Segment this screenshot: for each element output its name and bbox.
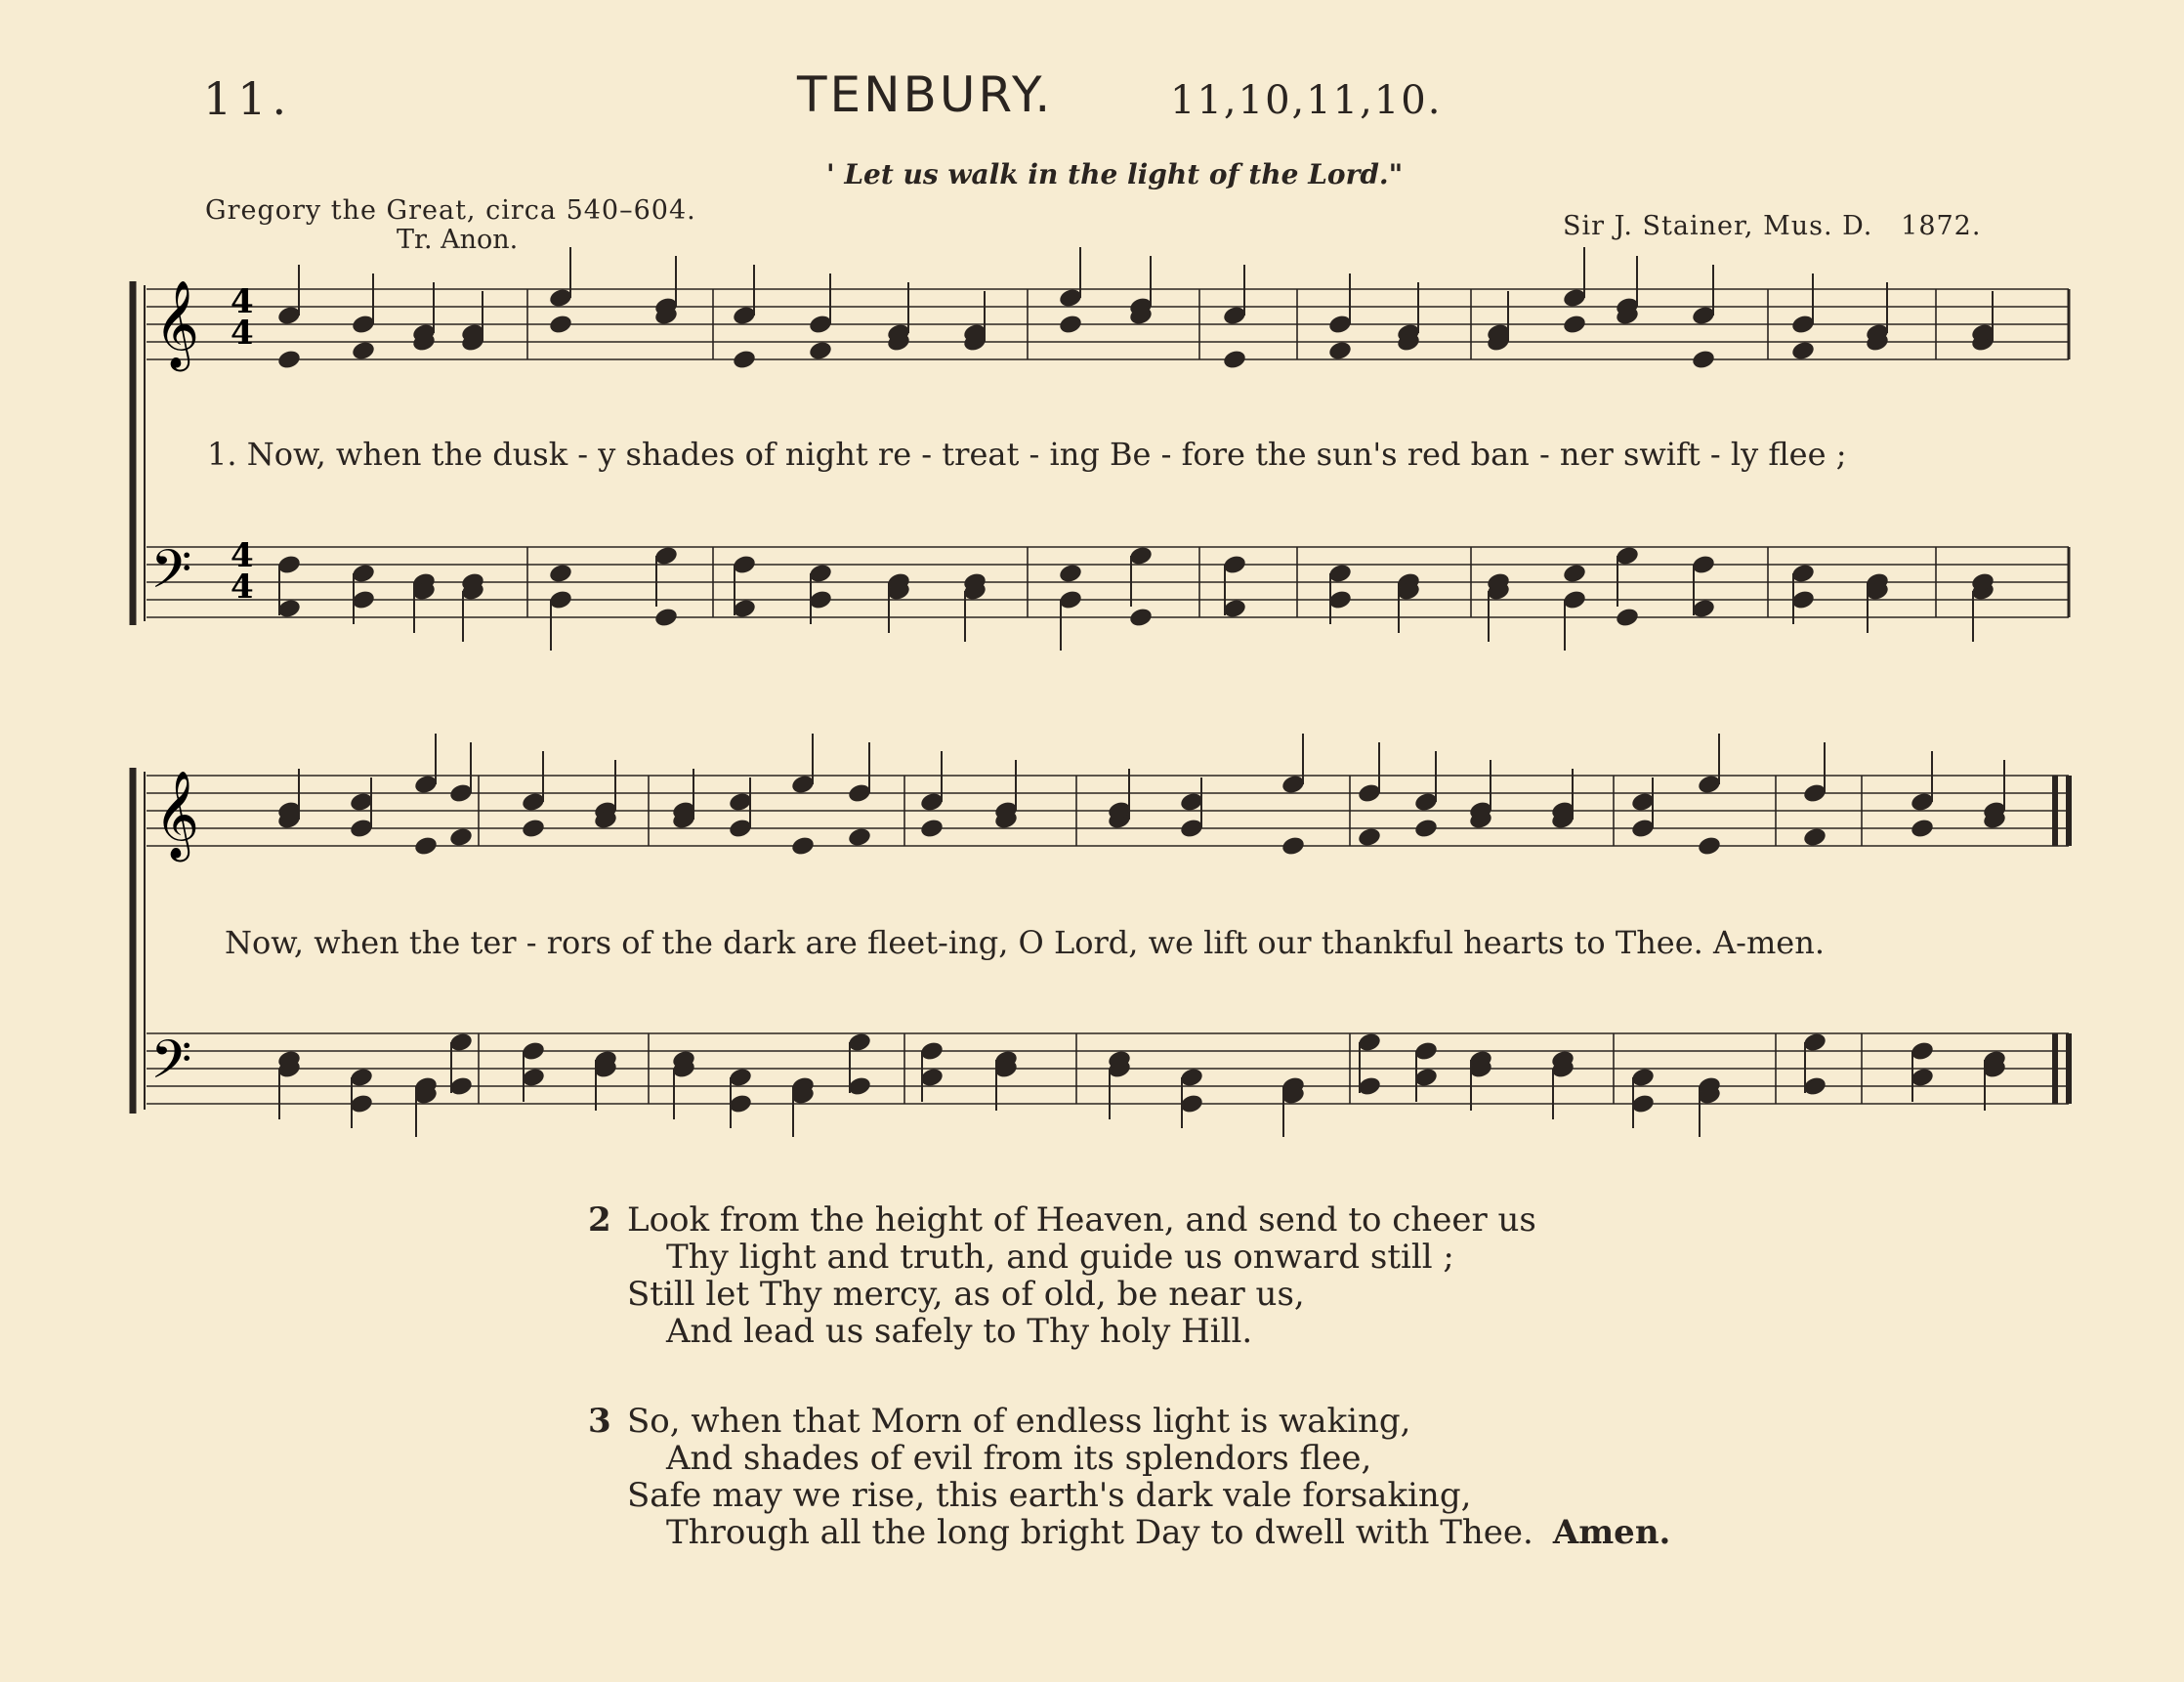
note-head — [351, 340, 376, 362]
note-head — [1058, 563, 1083, 585]
bass-clef: 𝄢 — [150, 538, 192, 613]
note-head — [653, 607, 679, 629]
time-signature-bottom: 4 — [231, 568, 254, 607]
note-head — [1281, 835, 1306, 858]
note-head — [276, 349, 302, 371]
stanza-number: 3 — [588, 1402, 611, 1441]
note-head — [1222, 349, 1247, 371]
note-head — [1058, 314, 1083, 336]
note-head — [1790, 340, 1816, 362]
meter: 11,10,11,10. — [1170, 78, 1443, 123]
stanza-line: And shades of evil from its splendors flee, — [666, 1439, 1372, 1478]
stanza-line: Still let Thy mercy, as of old, be near us, — [627, 1275, 1305, 1314]
treble-staff — [147, 247, 2069, 370]
note-head — [413, 835, 439, 858]
scripture-quote: ' Let us walk in the light of the Lord." — [826, 158, 1404, 190]
stanza-number: 2 — [588, 1200, 611, 1240]
note-head — [790, 835, 816, 858]
note-head — [847, 826, 872, 849]
note-head — [1357, 826, 1382, 849]
stanza-2 — [588, 1201, 1536, 1350]
note-head — [521, 818, 546, 840]
author-credit: Gregory the Great, circa 540–604. — [205, 195, 696, 226]
stanza-line: And lead us safely to Thy holy Hill. — [666, 1312, 1253, 1351]
stanza-line: Thy light and truth, and guide us onward still ; — [666, 1238, 1454, 1277]
note-head — [1802, 826, 1827, 849]
composer-credit: Sir J. Stainer, Mus. D. 1872. — [1563, 211, 1982, 241]
note-head — [1910, 818, 1935, 840]
bass-clef: 𝄢 — [150, 1029, 192, 1104]
time-signature-top: 4 — [231, 536, 254, 575]
note-head — [1697, 835, 1722, 858]
lyric-line-2: Now, when the ter - rors of the dark are fleet-ing, O Lord, we lift our thankful hearts to Thee. A-men. — [225, 924, 1825, 961]
tune-title: TENBURY. — [797, 66, 1054, 123]
note-head — [1327, 340, 1353, 362]
treble-clef: 𝄞 — [154, 280, 200, 368]
stanza-line: Through all the long bright Day to dwell with Thee. Amen. — [666, 1513, 1671, 1552]
stanza-3 — [588, 1403, 1670, 1551]
hymn-number: 11. — [203, 72, 293, 125]
note-head — [1615, 607, 1640, 629]
note-head — [808, 340, 833, 362]
time-signature-bottom: 4 — [231, 314, 254, 353]
note-head — [448, 826, 474, 849]
stanza-line: 2 Look from the height of Heaven, and send to cheer us — [588, 1200, 1536, 1240]
translator-credit: Tr. Anon. — [397, 225, 519, 255]
time-signature-top: 4 — [231, 282, 254, 321]
stanza-line: Safe may we rise, this earth's dark vale forsaking, — [627, 1476, 1472, 1515]
note-head — [548, 563, 573, 585]
note-head — [1562, 314, 1587, 336]
bass-staff — [147, 1031, 2069, 1137]
amen: Amen. — [1552, 1513, 1671, 1552]
treble-staff — [147, 734, 2069, 857]
lyric-line-1: 1. Now, when the dusk - y shades of night re - treat - ing Be - fore the sun's red ban - ner swift - ly flee ; — [207, 436, 1847, 473]
note-head — [548, 314, 573, 336]
bass-staff — [147, 545, 2069, 651]
note-head — [1691, 349, 1716, 371]
note-head — [1128, 607, 1154, 629]
treble-clef: 𝄞 — [154, 771, 200, 859]
note-head — [1562, 563, 1587, 585]
stanza-line: 3 So, when that Morn of endless light is waking, — [588, 1402, 1411, 1441]
note-head — [919, 818, 945, 840]
note-head — [1413, 818, 1439, 840]
note-head — [732, 349, 757, 371]
